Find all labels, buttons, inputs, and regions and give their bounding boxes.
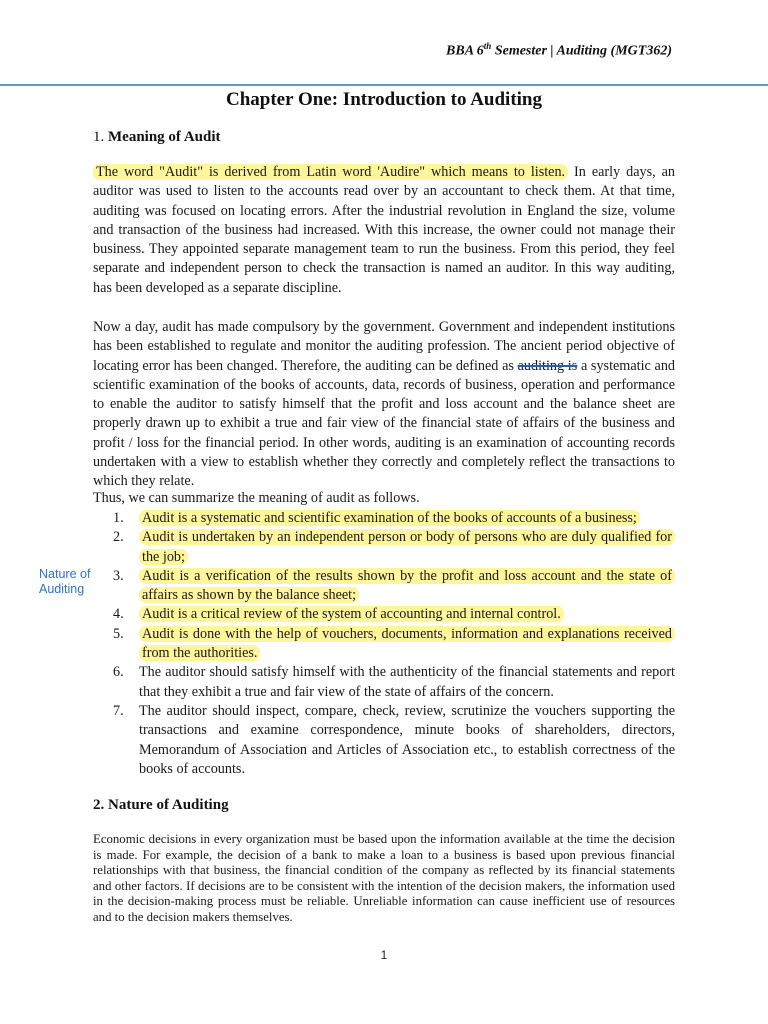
list-item <box>93 625 675 664</box>
list-item-number: 3. <box>113 567 124 584</box>
margin-annotation <box>39 567 109 597</box>
annotation-line: Auditing <box>39 582 85 596</box>
header-course-prefix: BBA 6 <box>446 43 484 59</box>
list-item-number: 7. <box>113 702 124 719</box>
section-heading-nature <box>93 797 229 814</box>
list-item-number: 6. <box>113 664 124 681</box>
list-item-text: The auditor should inspect, compare, check, review, scrutinize the vouchers supporting the transactions and examine correspondence, minute books of shareholders, directors, Memorandum of Association and Articles of Association etc., to establish correctness of the books of accounts. <box>139 702 675 777</box>
section-number: 2. <box>93 797 105 813</box>
list-item <box>93 509 675 528</box>
struck-text: auditing is <box>517 357 578 374</box>
list-item <box>93 528 675 567</box>
page-header <box>446 41 672 60</box>
annotation-line: Nature of <box>39 567 91 581</box>
paragraph-text: Now a day, audit has made compulsory by the government. Government and independent institutions has been established to regulate and monitor the auditing profession. The ancient period objective of locating error has been changed. Therefore, the auditing can be defined as <box>93 319 675 374</box>
list-item-text: The auditor should satisfy himself with the authenticity of the financial statements and report that they exhibit a true and fair view of the state of affairs of the concern. <box>139 664 675 700</box>
list-item-number: 2. <box>113 529 124 546</box>
audit-meaning-list <box>93 509 675 779</box>
paragraph-text: In early days, an auditor was used to listen to the accounts read over by an accountant to check them. At that time, auditing was focused on locating errors. After the industrial revolution in England the size, volume and transaction of the business had increased. With this increase, the owner could not manage their business. They appointed separate management team to run the business. From this period, they feel separate and independent person to check the transaction is named an auditor. In this way auditing, has been developed as a separate discipline. <box>93 164 675 296</box>
list-item-number: 4. <box>113 606 124 623</box>
section-heading-meaning <box>93 129 221 146</box>
list-item-text: Audit is a critical review of the system of accounting and internal control. <box>139 606 564 622</box>
list-item-text: Audit is a verification of the results shown by the profit and loss account and the state of affairs as shown by the balance sheet; <box>139 568 675 603</box>
list-item <box>93 702 675 779</box>
list-item-text: Audit is undertaken by an independent person or body of persons who are duly qualified for the job; <box>139 529 675 564</box>
list-item-text: Audit is done with the help of vouchers, documents, information and explanations received from the authorities. <box>139 626 675 661</box>
page-number: 1 <box>380 948 388 962</box>
section-number: 1. <box>93 129 105 145</box>
list-item <box>93 605 675 624</box>
paragraph-origin <box>93 163 675 298</box>
list-item <box>93 567 675 606</box>
chapter-title: Chapter One: Introduction to Auditing <box>225 89 542 110</box>
summary-intro: Thus, we can summarize the meaning of audit as follows. <box>93 490 420 506</box>
header-course-sup: th <box>483 41 492 51</box>
header-divider <box>0 84 768 86</box>
highlighted-text: The word "Audit" is derived from Latin word 'Audire" which means to listen. <box>93 164 568 180</box>
list-item-number: 5. <box>113 625 124 642</box>
section-title: Meaning of Audit <box>108 129 221 145</box>
header-course-suffix: Semester | Auditing (MGT362) <box>491 43 672 59</box>
paragraph-nature: Economic decisions in every organization must be based upon the information available at the time the decision is made. For example, the decision of a bank to make a loan to a business is based upon previous financial relationships with that business, the financial condition of the company as reflected by its financial statements and other factors. If decisions are to be consistent with the intention of the decision makers, the information used in the decision-making process must be reliable. Unreliable information can cause inefficient use of resources and to the decision makers themselves. <box>93 832 675 924</box>
section-title: Nature of Auditing <box>108 797 229 813</box>
list-item-number: 1. <box>113 510 124 526</box>
paragraph-text: a systematic and scientific examination of the books of accounts, data, records of business, operation and performance to enable the auditor to satisfy himself that the profit and loss account and the balance sheet are properly drawn up to exhibit a true and fair view of the financial state of affairs of the business and profit / loss for the financial period. In other words, auditing is an examination of accounting records undertaken with a view to establish whether they correctly and completely reflect the transactions to which they relate. <box>93 357 676 490</box>
paragraph-definition <box>93 318 675 492</box>
list-item <box>93 663 675 702</box>
list-item-text: Audit is a systematic and scientific examination of the books of accounts of a business; <box>139 510 640 526</box>
